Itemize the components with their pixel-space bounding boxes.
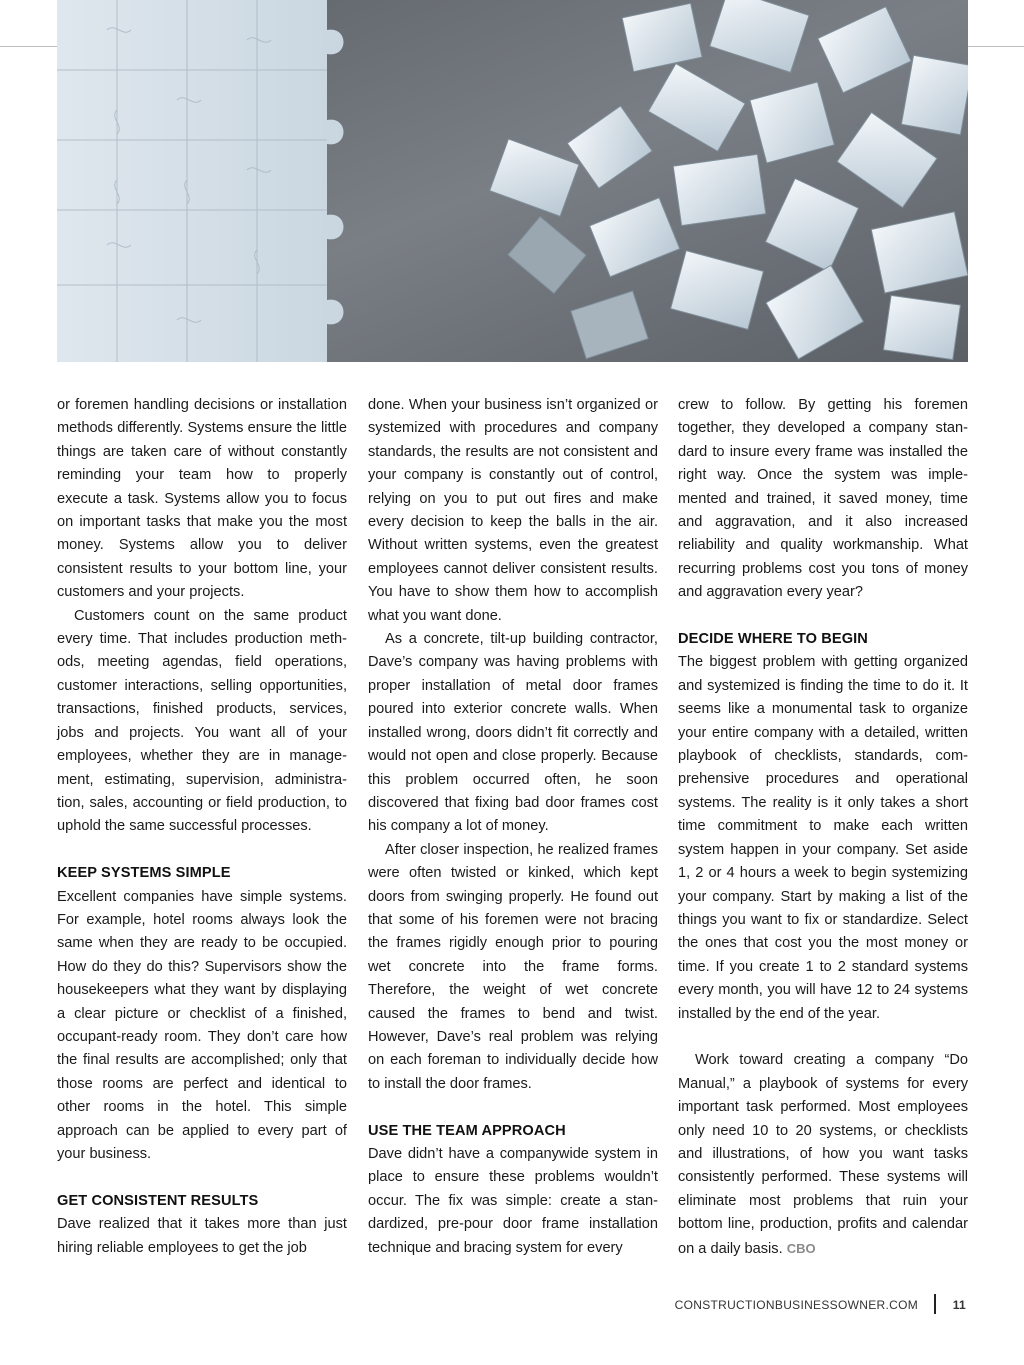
- paragraph: done. When your business isn’t organized or systemized with procedures and company standards, the results are not consistent and your company is constantly out of control, relying on you to put out fires and make every decision to keep the balls in the air. Without written systems, even the greatest employees cannot deliver consistent results. You have to show them how to accomplish what you want done.: [368, 397, 658, 624]
- paragraph: As a concrete, tilt-up building contractor, Dave’s company was having problems with proper installation of metal door frames poured into exterior concrete walls. When installed wrong, doors didn’t fit correctly and would not open and close properly. Because this problem occurred often, he soon discovered that fixing bad door frames cost his company a lot of money.: [368, 631, 658, 835]
- text-column-2: [368, 394, 658, 1260]
- paragraph: Excellent companies have simple systems. For example, hotel rooms always look the same when they are ready to be occupied. How do they do this? Supervisors show the housekeepers what they want by displaying a clear picture or checklist of a finished, occupant-ready room. They don’t care how the final results are accomplished; only that those rooms are perfect and identical to other rooms in the hotel. This simple approach can be applied to every part of your business.: [57, 888, 347, 1162]
- paragraph: or foremen handling decisions or installation methods differently. Systems ensure the little things are taken care of without constantly reminding your team how to properly execute a task. Systems allow you to focus on important tasks that make you the most money. Systems allow you to deliver consistent results to your bottom line, your customers and your projects.: [57, 397, 347, 601]
- footer-divider: [934, 1294, 936, 1314]
- puzzle-pieces-image: [57, 0, 968, 362]
- top-rule-right: [968, 46, 1024, 47]
- section-heading-decide-where-to-begin: DECIDE WHERE TO BEGIN: [678, 631, 868, 648]
- hero-image: [57, 0, 968, 362]
- section-heading-get-consistent-results: GET CONSISTENT RESULTS: [57, 1192, 259, 1209]
- section-heading-use-the-team-approach: USE THE TEAM APPROACH: [368, 1122, 566, 1139]
- paragraph: Customers count on the same product every time. That includes production methods, meeting agendas, field operations, customer interactions, selling opportunities, transactions, finished products, services, jobs and projects. You want all of your employees, whether they are in management, estimating, supervision, administration, sales, accounting or field production, to uphold the same successful processes.: [57, 607, 347, 835]
- text-column-3: [678, 394, 968, 1261]
- text-column-1: [57, 394, 347, 1260]
- section-heading-keep-systems-simple: KEEP SYSTEMS SIMPLE: [57, 865, 231, 882]
- page-number: 11: [952, 1298, 966, 1312]
- end-mark: CBO: [786, 1240, 816, 1256]
- footer-site: CONSTRUCTIONBUSINESSOWNER.COM: [674, 1298, 918, 1312]
- page-footer: [630, 1294, 968, 1316]
- top-rule-left: [0, 46, 57, 47]
- paragraph-text: Work toward creating a company “Do Manual,” a playbook of systems for every important task performed. Most employees only need 10 to 20 systems, or checklists and illustrations, of how you want tasks consistently performed. These systems will eliminate most problems that ruin your bottom line, production, profits and calendar on a daily basis.: [678, 1052, 968, 1257]
- paragraph: [678, 1049, 968, 1261]
- paragraph: Dave realized that it takes more than just hiring reliable employees to get the job: [57, 1216, 347, 1256]
- paragraph: crew to follow. By getting his foremen together, they developed a company standard to insure every frame was installed the right way. Once the system was implemented and trained, it saved money, time and aggravation, and it also increased reliability and quality workmanship. What recurring problems cost you tons of money and aggravation every year?: [678, 397, 968, 601]
- paragraph: The biggest problem with getting organized and systemized is finding the time to do it. It seems like a monumental task to organize your entire company with a detailed, written playbook of checklists, standards, comprehensive procedures and operational systems. The reality is it only takes a short time commitment to make each written system happen in your company. Set aside 1, 2 or 4 hours a week to begin systemizing your company. Start by making a list of the things you want to fix or standardize. Select the ones that cost you the most money or time. If you create 1 to 2 standard systems every month, you will have 12 to 24 systems installed by the end of the year.: [678, 654, 968, 1022]
- paragraph: Dave didn’t have a companywide system in place to ensure these problems wouldn’t occur. The fix was simple: create a standardized, pre-pour door frame installation technique and bracing system for every: [368, 1145, 658, 1256]
- paragraph: After closer inspection, he realized frames were often twisted or kinked, which kept doors from swinging properly. He found out that some of his foremen were not bracing the frames rigidly enough prior to pouring wet concrete into the frame forms. Therefore, the weight of wet concrete caused the frames to bend and twist. However, Dave’s real problem was relying on each foreman to individually decide how to install the door frames.: [368, 841, 658, 1092]
